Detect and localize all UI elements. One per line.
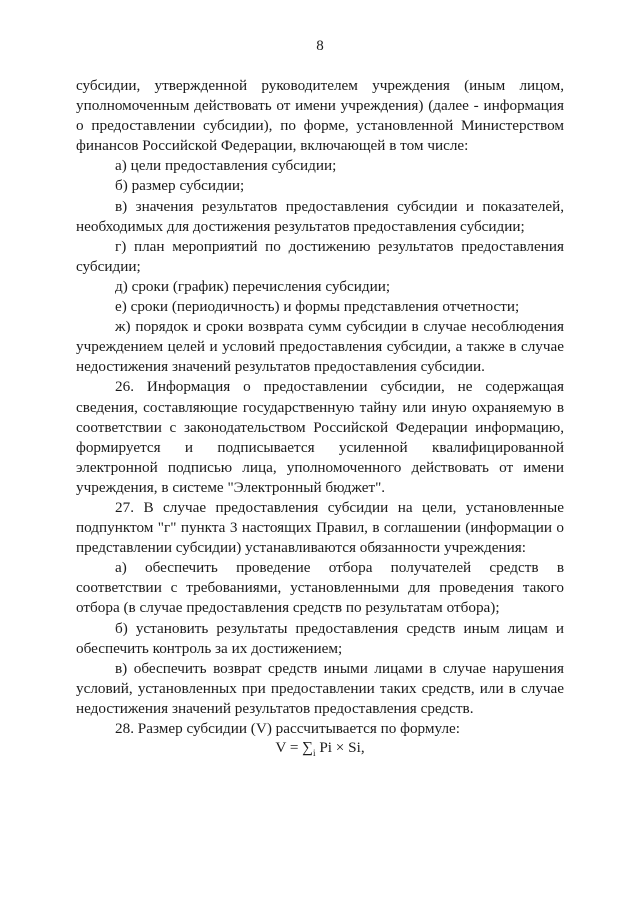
formula-subscript: i xyxy=(313,748,316,759)
paragraph-26: 26. Информация о предоставлении субсидии, не содержащая сведения, составляющие государственную тайну или иную охраняемую в соответствии с законодательством Российской Федерации информацию, формируется и подписывается усиленной квалифицированной электронной подписью лица, уполномоченного действовать от имени учреждения, в системе "Электронный бюджет". xyxy=(76,378,564,496)
list-item-a-goals: а) цели предоставления субсидии; xyxy=(115,157,337,175)
list-item-27-v: в) обеспечить возврат средств иными лицами в случае нарушения условий, установленных при предоставлении таких средств, или в случае недостижения значений результатов предоставления средств. xyxy=(76,659,564,717)
paragraph-intro-continuation: субсидии, утвержденной руководителем учреждения (иным лицом, уполномоченным действовать от имени учреждения) (далее - информация о предоставлении субсидии), по форме, установленной Министерством финансов Российской Федерации, включающей в том числе: xyxy=(76,77,564,155)
list-item-zh-return: ж) порядок и сроки возврата сумм субсидии в случае несоблюдения учреждением целей и условий предоставления субсидии, а также в случае недостижения значений результатов предоставления субсидии. xyxy=(76,318,564,376)
list-item-27-b: б) установить результаты предоставления средств иным лицам и обеспечить контроль за их достижением; xyxy=(76,619,564,657)
page-number: 8 xyxy=(316,38,324,54)
list-item-g-plan: г) план мероприятий по достижению результатов предоставления субсидии; xyxy=(76,237,564,275)
list-item-v-results: в) значения результатов предоставления субсидии и показателей, необходимых для достижения результатов предоставления субсидии; xyxy=(76,197,564,235)
list-item-d-schedule: д) сроки (график) перечисления субсидии; xyxy=(115,277,391,295)
document-body xyxy=(76,76,564,739)
list-item-e-reporting: е) сроки (периодичность) и формы представления отчетности; xyxy=(115,298,520,316)
list-item-27-a: а) обеспечить проведение отбора получателей средств в соответствии с требованиями, установленными для проведения такого отбора (в случае предоставления средств по результатам отбора); xyxy=(76,559,564,617)
list-item-b-amount: б) размер субсидии; xyxy=(115,177,245,195)
subsidy-formula xyxy=(0,738,640,763)
formula-right: Pi × Si, xyxy=(315,739,365,756)
paragraph-28: 28. Размер субсидии (V) рассчитывается по формуле: xyxy=(115,720,460,737)
paragraph-27: 27. В случае предоставления субсидии на цели, установленные подпунктом "г" пункта 3 настоящих Правил, в соглашении (информации о представлении субсидии) устанавливаются обязанности учреждения: xyxy=(76,498,564,557)
formula-left: V = ∑ xyxy=(275,739,314,756)
